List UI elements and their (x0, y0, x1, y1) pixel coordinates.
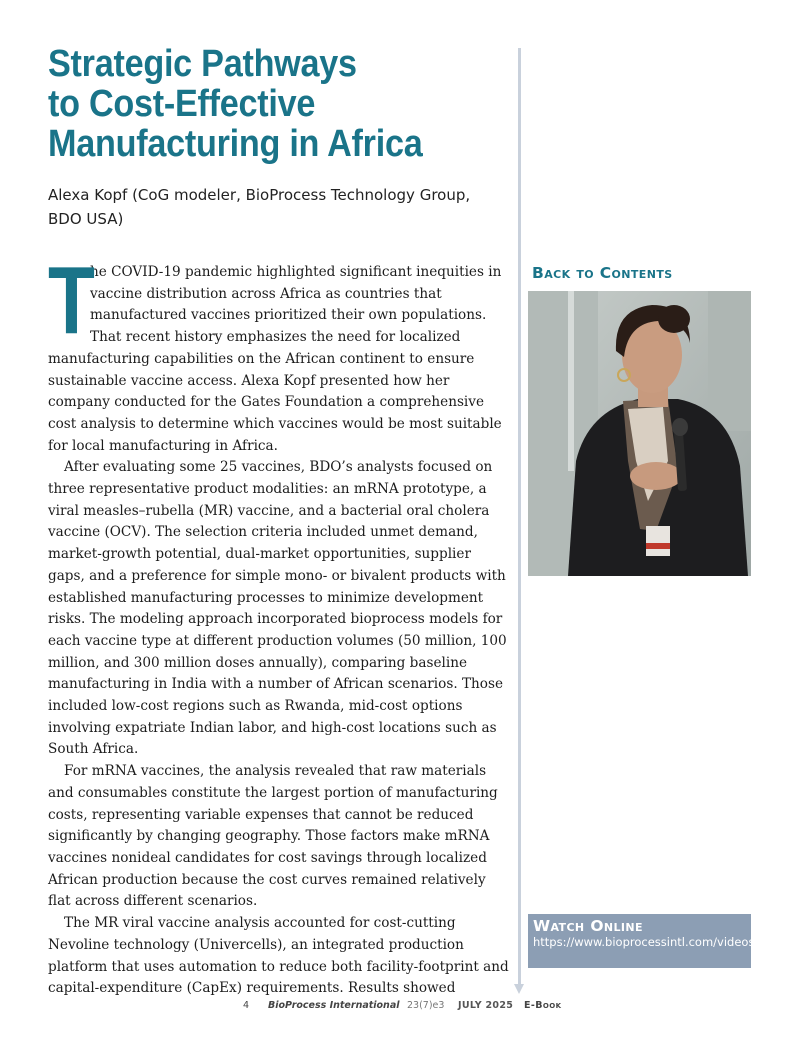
section-name: E-Book (524, 1000, 562, 1011)
title-line: Manufacturing in Africa (48, 123, 423, 165)
article-title (48, 44, 462, 164)
issue-date: JULY 2025 (458, 1000, 514, 1011)
title-line: to Cost-Effective (48, 83, 316, 125)
speaker-photo-illustration (528, 291, 751, 576)
back-to-contents-link[interactable]: Back to Contents (532, 264, 673, 282)
arrow-down-icon (514, 984, 524, 994)
watch-online-title: Watch Online (533, 917, 643, 935)
paragraph: For mRNA vaccines, the analysis revealed that raw materials and consumables constitute the largest portion of manufacturing costs, representing variable expenses that cannot be reduced significantly by changing geography. Those factors make mRNA vaccines nonideal candidates for cost savings through localized African production because the cost curves remained relatively flat across different scenarios. (48, 763, 498, 910)
watch-online-link[interactable]: https://www.bioprocessintl.com/videos (533, 935, 755, 949)
drop-cap: T (48, 247, 95, 354)
column-divider (518, 48, 521, 986)
speaker-photo (528, 291, 751, 576)
watch-online-box (528, 914, 755, 968)
paragraph: The MR viral vaccine analysis accounted for cost-cutting Nevoline technology (Univercells), an integrated production platform that uses automation to reduce both facility-footprint and capital-expenditure (CapEx) requirements. Results showed (48, 915, 509, 997)
publication-name: BioProcess International (268, 1000, 400, 1011)
byline: Alexa Kopf (CoG modeler, BioProcess Technology Group, BDO USA) (48, 186, 471, 228)
volume-issue: 23(7)e3 (407, 1000, 445, 1011)
article-body (48, 247, 512, 1000)
page-number: 4 (243, 1000, 250, 1011)
paragraph (48, 247, 512, 457)
page-footer (0, 1000, 800, 1016)
title-line: Strategic Pathways (48, 43, 357, 85)
paragraph-text: he COVID-19 pandemic highlighted significant inequities in vaccine distribution across Africa as countries that manufactured vaccines prioritized their own populations. That recent history emphasizes the need for localized manufacturing capabilities on the African continent to ensure sustainable vaccine access. Alexa Kopf presented how her company conducted for the Gates Foundation a comprehensive cost analysis to determine which vaccines would be most suitable for local manufacturing in Africa. (48, 264, 502, 454)
paragraph: After evaluating some 25 vaccines, BDO’s analysts focused on three representative product modalities: an mRNA prototype, a viral measles–rubella (MR) vaccine, and a bacterial oral cholera vaccine (OCV). The selection criteria included unmet demand, market-growth potential, dual-market opportunities, supplier gaps, and a preference for simple mono- or bivalent products with established manufacturing processes to minimize development risks. The modeling approach incorporated bioprocess models for each vaccine type at different production volumes (50 million, 100 million, and 300 million doses annually), comparing baseline manufacturing in India with a number of African scenarios. Those included low-cost regions such as Rwanda, mid-cost options involving expatriate Indian labor, and high-cost locations such as South Africa. (48, 459, 507, 758)
